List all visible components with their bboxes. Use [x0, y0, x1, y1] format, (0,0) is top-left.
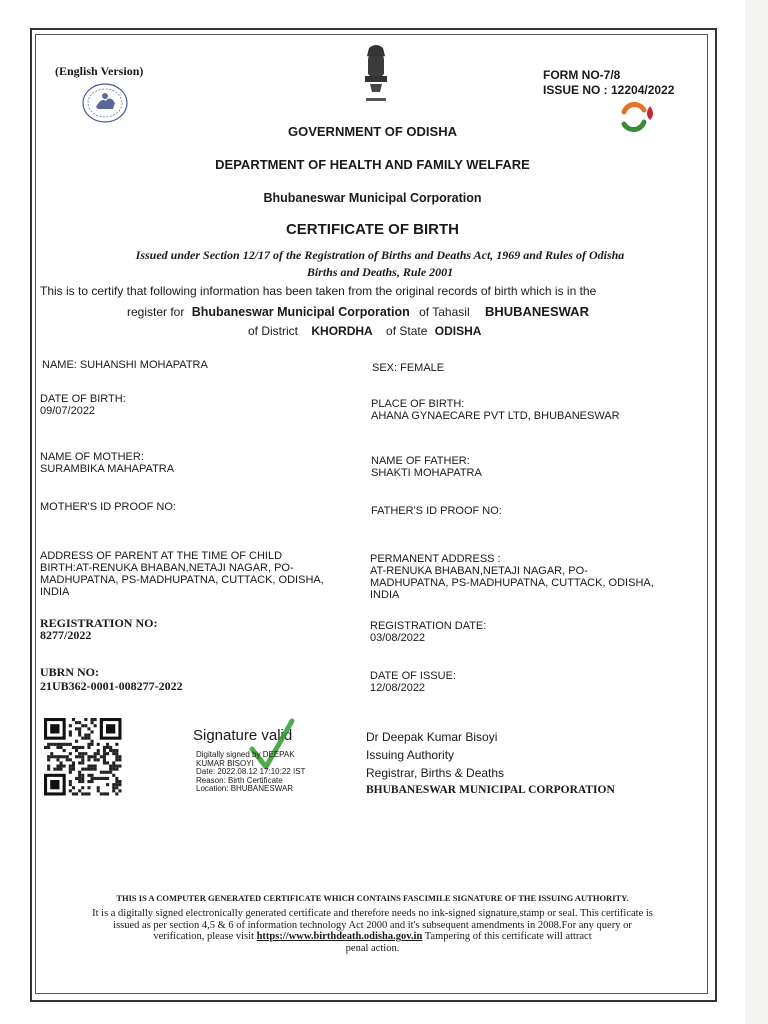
issued-under-line1: Issued under Section 12/17 of the Registration of Births and Deaths Act, 1969 and Rules of Odisha	[135, 248, 625, 262]
english-version-label: (English Version)	[55, 64, 144, 78]
pob-label: PLACE OF BIRTH:	[371, 398, 465, 410]
authority-corporation: BHUBANESWAR MUNICIPAL CORPORATION	[366, 784, 615, 796]
father-value: SHAKTI MOHAPATRA	[371, 467, 482, 479]
issued-under-line2: Births and Deaths, Rule 2001	[306, 265, 454, 279]
national-emblem-icon	[360, 44, 392, 106]
register-for-text: register for	[127, 305, 185, 319]
footer-line2: issued as per section 4,5 & 6 of information technology Act 2000 and it's subsequent amendments in 2008.For any query or	[113, 919, 632, 931]
certify-line1: This is to certify that following information has been taken from the original records of birth which is in the	[40, 284, 597, 298]
pob-value: AHANA GYNAECARE PVT LTD, BHUBANESWAR	[371, 410, 620, 422]
department-heading: DEPARTMENT OF HEALTH AND FAMILY WELFARE	[215, 157, 530, 172]
footer-line4: penal action.	[345, 942, 400, 954]
of-district-text: of District	[248, 324, 299, 338]
register-corp-name: Bhubaneswar Municipal Corporation	[191, 305, 410, 319]
form-number: FORM NO-7/8	[543, 68, 621, 82]
footer-verify-text: verification, please visit	[153, 931, 254, 942]
footer-line3	[30, 931, 715, 943]
digital-signature-details	[196, 751, 305, 794]
odisha-seal-icon	[80, 82, 130, 124]
registration-date-label: REGISTRATION DATE:	[370, 620, 487, 632]
child-name: NAME: SUHANSHI MOHAPATRA	[42, 359, 208, 371]
footer-tamper-text: Tampering of this certificate will attract	[424, 931, 592, 942]
corporation-heading: Bhubaneswar Municipal Corporation	[263, 191, 482, 205]
father-id-label: FATHER'S ID PROOF NO:	[371, 505, 502, 517]
perm-line4: INDIA	[370, 589, 400, 601]
permanent-address-block	[370, 553, 654, 601]
tahasil-value: BHUBANESWAR	[484, 304, 589, 319]
certificate-title: CERTIFICATE OF BIRTH	[285, 221, 460, 238]
registration-no-label: REGISTRATION NO:	[40, 616, 158, 630]
parent-address-block	[40, 550, 324, 598]
issue-date-value: 12/08/2022	[370, 682, 426, 694]
signature-valid-label: Signature valid	[193, 727, 293, 744]
sig-line1: Digitally signed by DEEPAK	[196, 750, 295, 759]
issue-date-label: DATE OF ISSUE:	[370, 670, 456, 682]
qr-code	[44, 718, 124, 796]
of-tahasil-text: of Tahasil	[419, 305, 470, 319]
sig-line2: KUMAR BISOYI	[196, 758, 254, 768]
mother-label: NAME OF MOTHER:	[40, 451, 144, 463]
mother-id-label: MOTHER'S ID PROOF NO:	[40, 501, 176, 513]
dob-value: 09/07/2022	[40, 405, 96, 417]
registration-no-value: 8277/2022	[40, 628, 92, 642]
perm-line2: AT-RENUKA BHABAN,NETAJI NAGAR, PO-	[370, 565, 588, 577]
authority-title: Issuing Authority	[366, 748, 455, 762]
address-line4: INDIA	[40, 586, 70, 598]
ubrn-value: 21UB362-0001-008277-2022	[40, 679, 183, 693]
certify-line3	[248, 324, 481, 338]
address-line1: ADDRESS OF PARENT AT THE TIME OF CHILD	[40, 550, 283, 562]
footer-heading: THIS IS A COMPUTER GENERATED CERTIFICATE WHICH CONTAINS FASCIMILE SIGNATURE OF THE ISSUING AUTHORITY.	[116, 893, 629, 903]
dob-label: DATE OF BIRTH:	[40, 393, 126, 405]
sig-line5: Location: BHUBANESWAR	[196, 784, 294, 793]
state-value: ODISHA	[434, 324, 482, 338]
authority-name: Dr Deepak Kumar Bisoyi	[366, 730, 498, 744]
government-heading: GOVERNMENT OF ODISHA	[287, 124, 457, 139]
sex-value: SEX: FEMALE	[372, 362, 445, 374]
sig-line4: Reason: Birth Certificate	[196, 775, 283, 785]
of-state-text: of State	[386, 324, 428, 338]
district-value: KHORDHA	[311, 324, 373, 338]
sig-line3: Date: 2022.08.12 17:10:22 IST	[196, 767, 306, 776]
registration-date-value: 03/08/2022	[370, 632, 426, 644]
perm-line1: PERMANENT ADDRESS :	[370, 553, 501, 565]
issuing-authority-block	[366, 728, 504, 782]
issued-under-text	[60, 247, 700, 281]
father-label: NAME OF FATHER:	[371, 455, 470, 467]
footer-line1: It is a digitally signed electronically generated certificate and therefore needs no ink-signed signature,stamp or seal. This certificate is	[92, 908, 653, 919]
ubrn-label: UBRN NO:	[40, 665, 99, 679]
address-line2: BIRTH:AT-RENUKA BHABAN,NETAJI NAGAR, PO-	[40, 562, 294, 574]
issue-number: ISSUE NO : 12204/2022	[543, 83, 675, 97]
mother-value: SURAMBIKA MAHAPATRA	[40, 463, 175, 475]
perm-line3: MADHUPATNA, PS-MADHUPATNA, CUTTACK, ODISHA,	[370, 577, 654, 589]
certify-line2	[127, 304, 589, 319]
verification-link[interactable]: https://www.birthdeath.odisha.gov.in	[256, 931, 423, 942]
authority-registrar: Registrar, Births & Deaths	[366, 766, 505, 780]
footer-text	[30, 908, 715, 954]
address-line3: MADHUPATNA, PS-MADHUPATNA, CUTTACK, ODISHA,	[40, 574, 324, 586]
